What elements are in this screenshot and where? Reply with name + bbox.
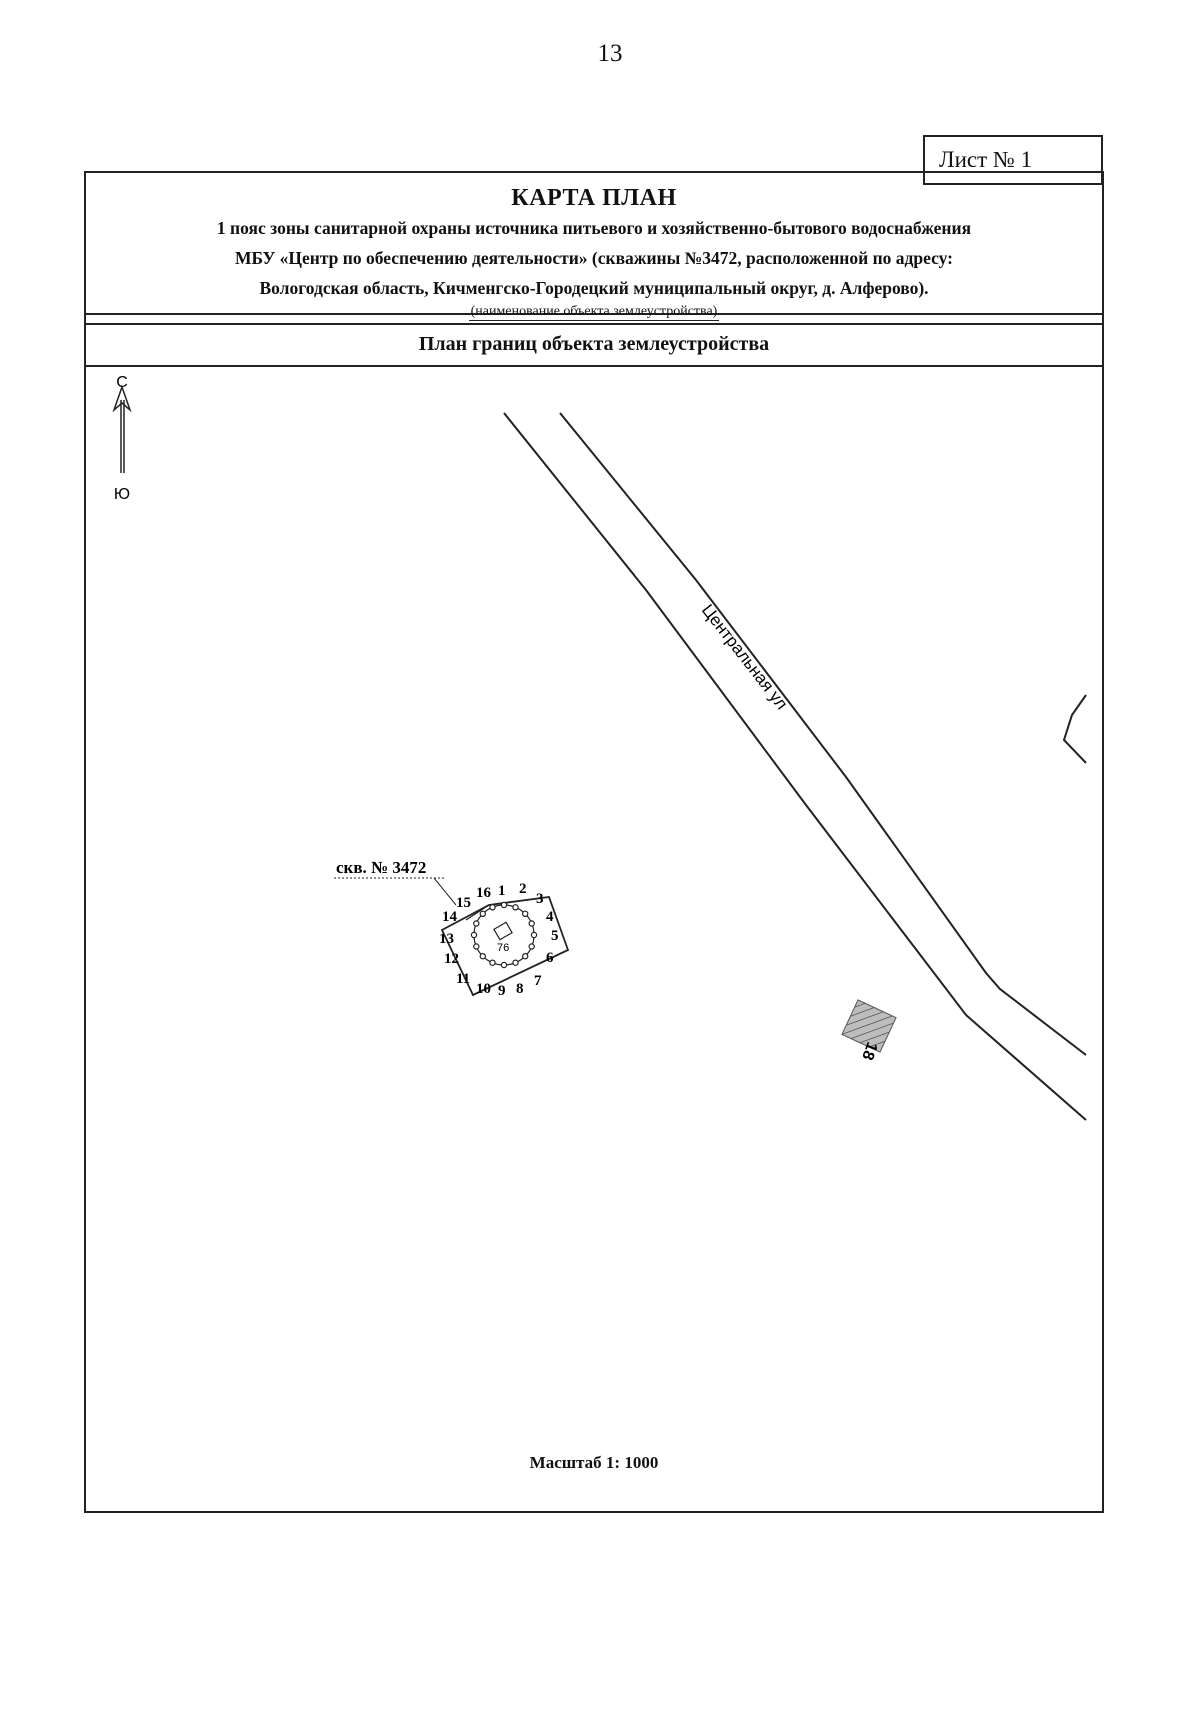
point-label-8: 8: [516, 981, 524, 997]
point-label-6: 6: [546, 950, 554, 966]
document-subtitle-line-2: МБУ «Центр по обеспечению деятельности» (скважины №3472, расположенной по адресу:: [234, 248, 954, 268]
map-area: [86, 365, 1102, 1511]
boundary-point-15: [480, 911, 485, 916]
boundary-point-6: [529, 944, 534, 949]
boundary-point-2: [513, 905, 518, 910]
boundary-point-3: [523, 911, 528, 916]
well-object-label: 76: [497, 942, 510, 954]
point-labels: [439, 881, 559, 999]
boundary-point-11: [480, 954, 485, 959]
compass-north-label: С: [116, 374, 128, 391]
street-name-label: Центральная ул: [697, 600, 792, 714]
point-label-16: 16: [476, 885, 491, 901]
boundary-point-10: [490, 960, 495, 965]
point-label-10: 10: [476, 981, 491, 997]
point-label-2: 2: [519, 881, 527, 897]
boundary-points: [471, 902, 536, 967]
boundary-point-4: [529, 921, 534, 926]
boundary-point-5: [531, 932, 536, 937]
point-label-5: 5: [551, 928, 559, 944]
plan-title: План границ объекта землеустройства: [86, 323, 1102, 367]
document-subtitle-line-3: Вологодская область, Кичменгско-Городецкий муниципальный округ, д. Алферово).: [259, 278, 929, 298]
point-label-12: 12: [444, 951, 459, 967]
north-arrow-icon: [114, 387, 130, 473]
point-label-13: 13: [439, 931, 454, 947]
point-label-11: 11: [456, 971, 471, 987]
boundary-point-7: [523, 954, 528, 959]
boundary-point-16: [490, 905, 495, 910]
point-label-7: 7: [534, 973, 542, 989]
house-number-label: 18: [858, 1039, 881, 1063]
compass-south-label: Ю: [113, 486, 131, 503]
street-centralnaya: [504, 413, 1086, 1120]
point-label-4: 4: [546, 909, 554, 925]
object-name-caption: (наименование объекта землеустройства): [470, 304, 718, 319]
boundary-point-8: [513, 960, 518, 965]
point-label-3: 3: [536, 891, 544, 907]
point-label-15: 15: [456, 895, 471, 911]
map-plan-frame: [84, 171, 1104, 1513]
well-label-leader: [434, 878, 456, 905]
document-subtitle-line-1: 1 пояс зоны санитарной охраны источника питьевого и хозяйственно-бытового водоснабжения: [216, 218, 972, 238]
boundary-point-9: [501, 962, 506, 967]
building-fragment: [1064, 695, 1086, 763]
document-header: [86, 173, 1102, 319]
well-label: скв. № 3472: [336, 858, 427, 877]
boundary-point-1: [501, 902, 506, 907]
boundary-point-14: [474, 921, 479, 926]
boundary-point-12: [474, 944, 479, 949]
point-label-1: 1: [498, 883, 506, 899]
page-number: 13: [597, 40, 623, 67]
document-title: КАРТА ПЛАН: [511, 185, 677, 211]
point-label-14: 14: [442, 909, 457, 925]
sheet-number-box: Лист № 1: [923, 135, 1103, 185]
boundary-point-13: [471, 932, 476, 937]
map-scale: Масштаб 1: 1000: [529, 1453, 659, 1472]
point-label-9: 9: [498, 983, 506, 999]
well-object-icon: [494, 922, 512, 939]
map-drawing: [86, 365, 1102, 1511]
